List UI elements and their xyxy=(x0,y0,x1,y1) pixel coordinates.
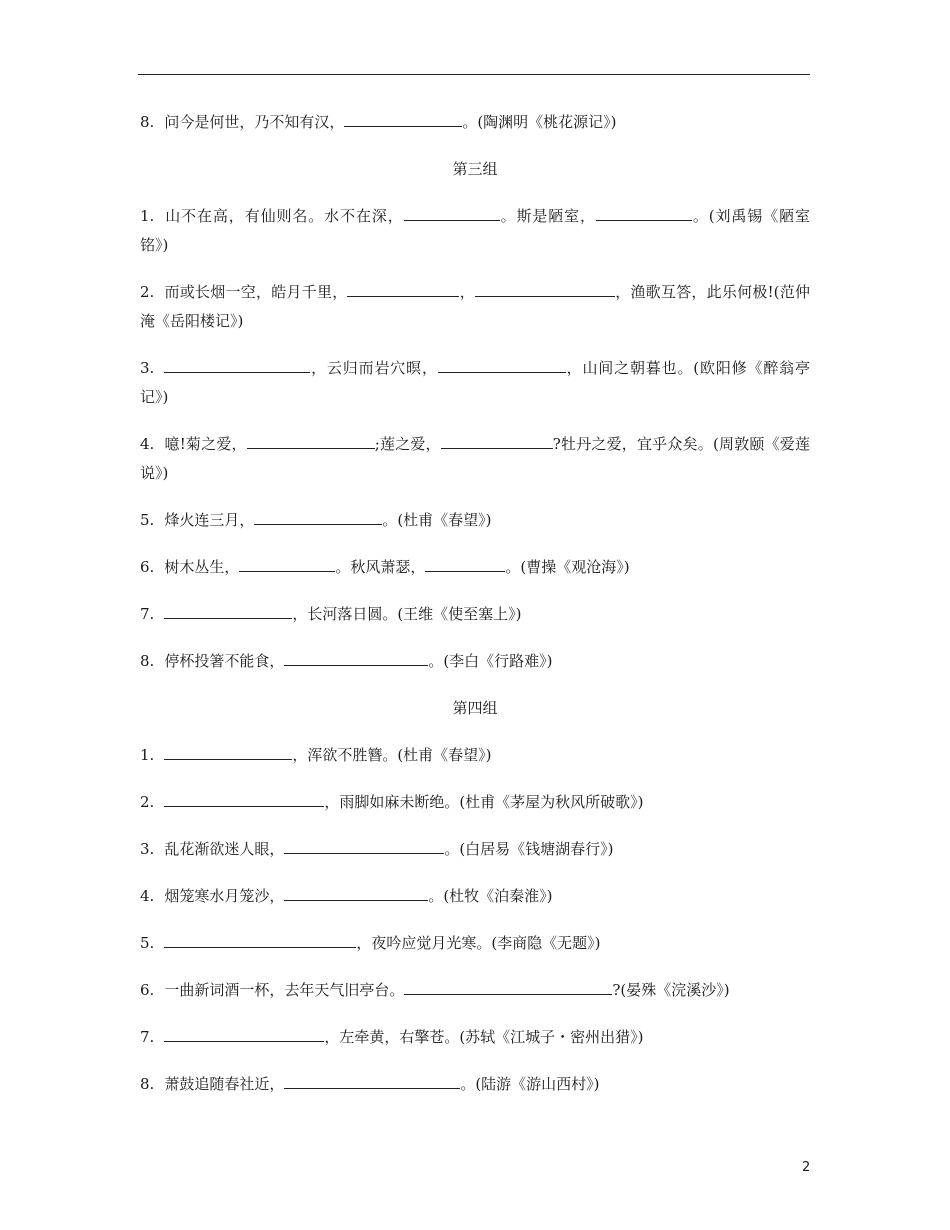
question-text: ，夜吟应觉月光寒。(李商隐《无题》) xyxy=(356,934,601,952)
question-text: 烽火连三月， xyxy=(164,511,255,529)
question-number: 1. xyxy=(140,207,155,225)
document-body xyxy=(140,108,810,1117)
question-text: 。(刘禹锡《陋室铭》) xyxy=(140,207,810,254)
question-number: 6. xyxy=(140,981,155,999)
question-text: ;莲之爱， xyxy=(374,435,441,453)
question-text: 问今是何世，乃不知有汉， xyxy=(164,113,345,131)
answer-blank[interactable] xyxy=(164,604,292,619)
question-text: ，渔歌互答，此乐何极!(范仲淹《岳阳楼记》) xyxy=(140,283,810,330)
question-number: 7. xyxy=(140,605,155,623)
question-text: 。(陆游《游山西村》) xyxy=(460,1075,600,1093)
question-text: 。秋风萧瑟， xyxy=(335,558,426,576)
question-number: 2. xyxy=(140,283,155,301)
answer-blank[interactable] xyxy=(164,745,292,760)
question-text: 。(陶渊明《桃花源记》) xyxy=(462,113,617,131)
question-number: 8. xyxy=(140,113,155,131)
answer-blank[interactable] xyxy=(404,206,500,221)
answer-blank[interactable] xyxy=(344,112,462,127)
question-number: 6. xyxy=(140,558,155,576)
question-item xyxy=(140,553,810,582)
question-text: ，左牵黄，右擎苍。(苏轼《江城子・密州出猎》) xyxy=(324,1028,644,1046)
question-item xyxy=(140,929,810,958)
question-item xyxy=(140,835,810,864)
question-text: 树木丛生， xyxy=(164,558,240,576)
question-number: 3. xyxy=(140,840,155,858)
question-text: 烟笼寒水月笼沙， xyxy=(164,887,285,905)
question-text: 。(杜甫《春望》) xyxy=(382,511,492,529)
question-item xyxy=(140,202,810,260)
question-item xyxy=(140,506,810,535)
page-number: 2 xyxy=(802,1160,811,1175)
question-text: ，长河落日圆。(王维《使至塞上》) xyxy=(292,605,522,623)
question-text: 停杯投箸不能食， xyxy=(164,652,285,670)
answer-blank[interactable] xyxy=(164,1027,324,1042)
question-item xyxy=(140,788,810,817)
answer-blank[interactable] xyxy=(164,792,324,807)
question-text: 。(曹操《观沧海》) xyxy=(505,558,630,576)
question-item xyxy=(140,976,810,1005)
question-item xyxy=(140,741,810,770)
question-text: ?(晏殊《浣溪沙》) xyxy=(612,981,730,999)
question-text: 而或长烟一空，皓月千里， xyxy=(164,283,348,301)
question-item xyxy=(140,882,810,911)
answer-blank[interactable] xyxy=(475,282,615,297)
question-item xyxy=(140,430,810,488)
question-number: 8. xyxy=(140,652,155,670)
question-number: 4. xyxy=(140,435,155,453)
answer-blank[interactable] xyxy=(425,557,505,572)
question-number: 2. xyxy=(140,793,155,811)
question-text: 山不在高，有仙则名。水不在深， xyxy=(164,207,404,225)
question-item xyxy=(140,278,810,336)
answer-blank[interactable] xyxy=(239,557,335,572)
question-text: 。(李白《行路难》) xyxy=(428,652,553,670)
question-item xyxy=(140,354,810,412)
question-item xyxy=(140,108,810,137)
answer-blank[interactable] xyxy=(596,206,692,221)
question-number: 8. xyxy=(140,1075,155,1093)
question-text: 萧鼓追随春社近， xyxy=(164,1075,285,1093)
question-text: 一曲新词酒一杯，去年天气旧亭台。 xyxy=(164,981,405,999)
answer-blank[interactable] xyxy=(438,358,566,373)
question-text: ，雨脚如麻未断绝。(杜甫《茅屋为秋风所破歌》) xyxy=(324,793,644,811)
question-text: ?牡丹之爱，宜乎众矣。(周敦颐《爱莲说》) xyxy=(140,435,810,482)
answer-blank[interactable] xyxy=(247,434,375,449)
question-number: 7. xyxy=(140,1028,155,1046)
question-number: 3. xyxy=(140,359,155,377)
answer-blank[interactable] xyxy=(254,510,382,525)
question-number: 5. xyxy=(140,934,155,952)
answer-blank[interactable] xyxy=(284,839,444,854)
question-item xyxy=(140,600,810,629)
answer-blank[interactable] xyxy=(284,651,428,666)
group-heading: 第四组 xyxy=(452,699,498,717)
header-rule xyxy=(138,74,810,75)
question-text: 乱花渐欲迷人眼， xyxy=(164,840,285,858)
question-text: 。(白居易《钱塘湖春行》) xyxy=(444,840,614,858)
question-number: 1. xyxy=(140,746,155,764)
question-item xyxy=(140,1023,810,1052)
answer-blank[interactable] xyxy=(164,358,310,373)
question-text: ，云归而岩穴暝， xyxy=(310,359,438,377)
question-text: ，山间之朝暮也。(欧阳修《醉翁亭记》) xyxy=(140,359,810,406)
question-text: ，浑欲不胜簪。(杜甫《春望》) xyxy=(292,746,492,764)
question-number: 5. xyxy=(140,511,155,529)
question-text: 噫!菊之爱， xyxy=(164,435,247,453)
question-text: 。斯是陋室， xyxy=(499,207,596,225)
answer-blank[interactable] xyxy=(164,933,356,948)
question-number: 4. xyxy=(140,887,155,905)
answer-blank[interactable] xyxy=(404,980,612,995)
group-heading: 第三组 xyxy=(452,160,498,178)
question-text: ， xyxy=(459,283,475,301)
question-text: 。(杜牧《泊秦淮》) xyxy=(428,887,553,905)
answer-blank[interactable] xyxy=(347,282,459,297)
question-item xyxy=(140,647,810,676)
answer-blank[interactable] xyxy=(284,886,428,901)
question-item xyxy=(140,1070,810,1099)
answer-blank[interactable] xyxy=(284,1074,460,1089)
answer-blank[interactable] xyxy=(441,434,553,449)
